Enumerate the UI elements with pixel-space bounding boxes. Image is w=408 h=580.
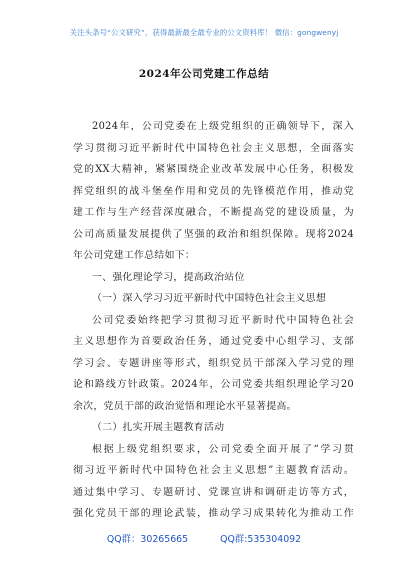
document-title: 2024年公司党建工作总结 xyxy=(138,68,270,80)
paragraph-line: 学习贯彻习近平新时代中国特色社会主义思想，全面落实 xyxy=(73,142,354,154)
qq-group-2: QQ群:535304092 xyxy=(220,534,302,545)
paragraph-line: 通过集中学习、专题研讨、党课宣讲和调研走访等方式， xyxy=(73,486,354,498)
paragraph-line: 挥党组织的战斗堡垒作用和党员的先锋模范作用，推动党 xyxy=(73,185,354,197)
paragraph-line: 主义思想作为首要政治任务，通过党委中心组学习、支部 xyxy=(73,336,354,347)
paragraph-line: 彻习近平新时代中国特色社会主义思想”主题教育活动。 xyxy=(73,465,354,476)
paragraph-line: 年公司党建工作总结如下： xyxy=(73,250,196,261)
paragraph-line: 学习会、专题讲座等形式，组织党员干部深入学习党的理 xyxy=(73,357,354,369)
paragraph-line: 党的XX大精神，紧紧围绕企业改革发展中心任务，积极发 xyxy=(73,164,354,175)
subsection-heading: （一）深入学习习近平新时代中国特色社会主义思想 xyxy=(92,293,327,304)
subsection-heading: （二）扎实开展主题教育活动 xyxy=(92,422,225,433)
qq-group-1: QQ群：30265665 xyxy=(106,534,189,545)
paragraph-line: 建工作与生产经营深度融合，不断提高党的建设质量，为 xyxy=(73,207,354,218)
paragraph-line: 公司党委始终把学习贯彻习近平新时代中国特色社会 xyxy=(92,314,354,326)
paragraph-line: 公司高质量发展提供了坚强的政治和组织保障。现将2024 xyxy=(73,228,354,240)
paragraph-line: 论和路线方针政策。2024年，公司党委共组织理论学习20 xyxy=(73,379,354,390)
footer-contact xyxy=(0,531,408,545)
header-note: 关注头条号“公文研究”，获得最新最全最专业的公文资料库！ 微信：gongwenyj xyxy=(69,28,339,37)
paragraph-line: 强化党员干部的理论武装，推动学习成果转化为推动工作 xyxy=(73,508,354,519)
document-body xyxy=(73,116,354,525)
paragraph-line: 根据上级党组织要求，公司党委全面开展了“学习贯 xyxy=(92,443,354,455)
section-heading: 一、强化理论学习，提高政治站位 xyxy=(92,271,245,283)
paragraph-line: 2024年，公司党委在上级党组织的正确领导下，深入 xyxy=(92,121,354,132)
paragraph-line: 余次，党员干部的政治觉悟和理论水平显著提高。 xyxy=(73,400,297,412)
